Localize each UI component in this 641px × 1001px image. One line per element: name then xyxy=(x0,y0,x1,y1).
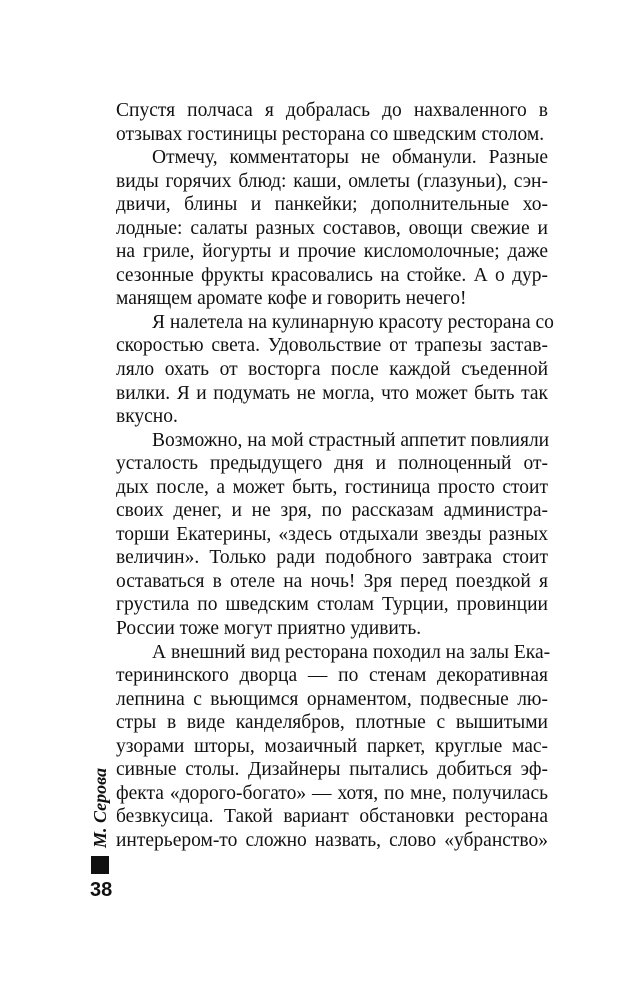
text-line: двичи, блины и панкейки; дополнительные хо- xyxy=(116,194,548,216)
text-line: усталость предыдущего дня и полноценный от- xyxy=(116,453,548,475)
text-line: безвкусица. Такой вариант обстановки ресторана xyxy=(116,806,548,828)
text-line: интерьером-то сложно назвать, слово «убранство» xyxy=(116,829,548,851)
text-line: дых после, а может быть, гостиница просто стоит xyxy=(116,476,548,498)
body-text xyxy=(116,99,554,853)
text-line: виды горячих блюд: каши, омлеты (глазуньи), сэн- xyxy=(116,170,548,192)
text-line: сезонные фрукты красовались на стойке. А о дур- xyxy=(116,264,548,286)
page-number: 38 xyxy=(90,879,113,901)
marker-square xyxy=(91,856,109,874)
text-line: России тоже могут приятно удивить. xyxy=(116,618,422,640)
text-line: лепнина с вьющимся орнаментом, подвесные лю- xyxy=(116,688,548,710)
text-line: А внешний вид ресторана походил на залы Ека- xyxy=(152,641,551,663)
text-line: терининского дворца — по стенам декоративная xyxy=(116,665,548,687)
text-line: отзывах гостиницы ресторана со шведским столом. xyxy=(116,123,545,145)
text-line: скоростью света. Удовольствие от трапезы застав- xyxy=(116,335,548,357)
text-line: фекта «дорого-богато» — хотя, по мне, получилась xyxy=(116,782,548,804)
text-line: величин». Только ради подобного завтрака стоит xyxy=(116,547,548,569)
text-line: вкусно. xyxy=(116,406,178,428)
text-line: ляло охать от восторга после каждой съеденной xyxy=(116,359,548,381)
text-line: Спустя полчаса я добралась до нахваленного в xyxy=(116,100,548,121)
text-line: торши Екатерины, «здесь отдыхали звезды разных xyxy=(116,523,548,545)
text-line: лодные: салаты разных составов, овощи свежие и xyxy=(116,217,548,239)
text-line: грустила по шведским столам Турции, провинции xyxy=(116,594,548,616)
author-name: М. Серова xyxy=(90,767,110,848)
text-line: сивные столы. Дизайнеры пытались добиться эф- xyxy=(116,759,548,781)
text-line: Отмечу, комментаторы не обманули. Разные xyxy=(152,147,548,169)
text-line: оставаться в отеле на ночь! Зря перед поездкой я xyxy=(116,570,548,592)
text-line: манящем аромате кофе и говорить нечего! xyxy=(116,288,467,310)
text-line: своих денег, и не зря, по рассказам администра- xyxy=(116,500,548,522)
text-line: узорами шторы, мозаичный паркет, круглые мас- xyxy=(116,735,548,757)
text-line: на гриле, йогурты и прочие кисломолочные; даже xyxy=(116,241,548,263)
text-line: Возможно, на мой страстный аппетит повлияли xyxy=(152,429,550,451)
text-line: Я налетела на кулинарную красоту ресторана со xyxy=(152,311,554,333)
text-line: вилки. Я и подумать не могла, что может быть так xyxy=(116,382,548,404)
text-line: стры в виде канделябров, плотные с вышитыми xyxy=(116,712,548,734)
